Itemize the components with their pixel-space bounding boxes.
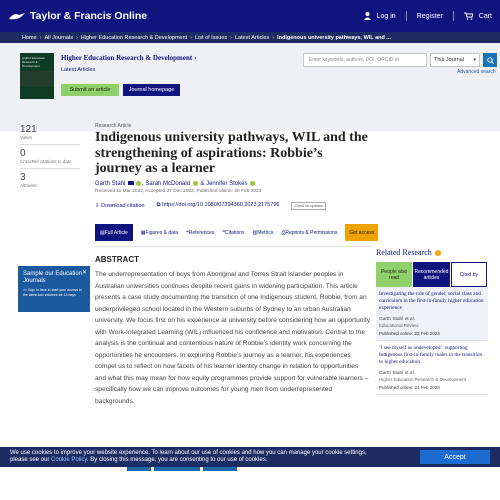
article-dates: Received 11 Mar 2022, Accepted 27 Dec 2022, Published online: 20 Feb 2023 xyxy=(95,188,262,194)
tab-label: Metrics xyxy=(257,229,274,236)
article-links xyxy=(95,202,370,210)
cookie-banner xyxy=(0,447,500,467)
views-metric xyxy=(20,124,80,141)
views-label: Views xyxy=(20,135,32,140)
tab-references[interactable] xyxy=(186,230,214,236)
breadcrumb-journal[interactable]: Higher Education Research & Development xyxy=(80,34,188,41)
cookie-text-pre: please see our xyxy=(10,457,50,463)
tab-full-article[interactable] xyxy=(95,224,133,241)
tab-label: Full Article xyxy=(104,229,128,236)
related-journal: Higher Education Research & Development xyxy=(379,377,467,382)
abstract-text: The underrepresentation of boys from Aboriginal and Torres Strait Islander peoples in Australian universities continues despite recent gains in widening participation. This article presents a case study documenting the transition of one Indigenous student, Robbie, from an underprivileged school located in the Western suburbs of Sydney to an urban Australian university. We focus first on his experience at university before considering how an opportunity with Work-Integrated Learning (WIL) influenced his confidence and motivation. Central to the analysis is the continual and contentious nature of Robbie’s identity work concerning the opportunities he encounters. In exploring Robbie’s journey as a learner, his experiences compel us to reflect on how facets of his learner identity change in relation to opportunities and what this may mean for how equity programmes provide support for vulnerable learners – specifically how we can improve outcomes for young men from underrepresented backgrounds. xyxy=(95,271,371,406)
cart-icon xyxy=(464,12,473,20)
scope-value: This Journal xyxy=(434,57,464,63)
tab-recommended[interactable]: Recommended articles xyxy=(413,262,449,287)
article-type: Research Article xyxy=(95,123,132,129)
journal-header xyxy=(0,43,500,131)
views-count: 121 xyxy=(20,124,37,135)
check-updates-badge[interactable]: Check for updates xyxy=(291,202,325,210)
orcid-icon[interactable] xyxy=(193,181,198,186)
cookie-text-line2 xyxy=(10,457,490,463)
cover-title: Higher Education Research & Development xyxy=(22,56,46,68)
search-button[interactable] xyxy=(483,53,497,67)
external-link-icon: ⧉ xyxy=(156,202,163,209)
tab-label: References xyxy=(188,229,215,236)
related-tabs xyxy=(376,262,488,287)
get-access-button[interactable]: Get access xyxy=(345,224,378,241)
accept-cookies-button[interactable]: Accept xyxy=(420,450,490,464)
journal-subtitle: Latest Articles xyxy=(61,67,96,73)
citations-metric xyxy=(20,148,80,165)
altmetric-label: Altmetric xyxy=(20,183,38,188)
tab-label: Citations xyxy=(225,229,245,236)
related-journal: Educational Review xyxy=(379,323,419,328)
article-title: Indigenous university pathways, WIL and the strengthening of aspirations: Robbie’s journey as a learner xyxy=(95,130,368,176)
divider xyxy=(20,144,80,145)
cart-link[interactable]: Cart xyxy=(478,12,492,20)
sample-body: >> Sign in here to start your access to the latest two volumes for 14 days xyxy=(23,288,82,297)
tab-metrics[interactable] xyxy=(253,230,274,236)
journal-title-link[interactable] xyxy=(61,54,196,62)
journal-homepage-button[interactable]: Journal homepage xyxy=(123,84,180,96)
sample-journals-banner[interactable] xyxy=(18,266,90,312)
journal-cover[interactable] xyxy=(20,53,54,99)
author-link[interactable]: Sarah McDonald xyxy=(145,180,191,187)
article-metrics xyxy=(20,124,80,192)
article-tabs xyxy=(95,224,386,241)
related-author: Garth Stahl et al. xyxy=(379,317,415,322)
email-icon[interactable] xyxy=(128,181,134,185)
tab-label: Reprints & Permissions xyxy=(285,229,338,236)
quote-icon: ❝ xyxy=(186,229,189,236)
submit-article-button[interactable]: Submit an article xyxy=(61,84,119,96)
breadcrumb-issues[interactable]: List of Issues xyxy=(195,34,228,41)
cookie-policy-link[interactable]: Cookie Policy xyxy=(51,457,87,463)
breadcrumb-home[interactable]: Home xyxy=(22,34,37,41)
chevron-right-icon: › xyxy=(230,34,232,41)
orcid-icon[interactable] xyxy=(250,181,255,186)
abstract-heading: ABSTRACT xyxy=(95,255,139,264)
breadcrumb xyxy=(0,32,500,43)
breadcrumb-current: Indigenous university pathways, WIL and ... xyxy=(277,34,391,41)
chevron-right-icon: › xyxy=(190,34,193,41)
related-research xyxy=(376,248,488,395)
breadcrumb-latest[interactable]: Latest Articles xyxy=(234,34,270,41)
tab-cited-by[interactable]: Cited by xyxy=(451,262,487,287)
related-heading-row xyxy=(376,248,488,257)
tab-reprints[interactable] xyxy=(281,230,337,236)
search-input[interactable]: Enter keywords, authors, DOI, ORCID et xyxy=(303,53,427,67)
logo-text: Taylor & Francis Online xyxy=(30,10,148,22)
cookie-text-post: . By closing this message, you are consenting to our use of cookies. xyxy=(86,457,268,463)
tab-figures[interactable] xyxy=(141,230,178,236)
document-icon: ▤ xyxy=(100,229,105,236)
chevron-right-icon: › xyxy=(272,34,275,41)
close-icon[interactable]: ✕ xyxy=(81,270,87,276)
divider xyxy=(20,168,80,169)
altmetric-metric[interactable] xyxy=(20,172,80,189)
register-link[interactable]: Register xyxy=(416,12,443,20)
divider xyxy=(95,246,372,247)
author-link[interactable]: & Jennifer Stokes xyxy=(200,180,248,187)
journal-title: Higher Education Research & Development xyxy=(61,54,193,62)
article-header xyxy=(95,123,370,210)
related-date: Published online: 24 Feb 2020 xyxy=(379,385,440,390)
site-logo[interactable] xyxy=(8,10,147,22)
author-link[interactable]: Garth Stahl xyxy=(95,180,126,187)
breadcrumb-all-journals[interactable]: All Journals xyxy=(44,34,73,41)
doi-text: https://doi.org/10.1080/07294360.2023.2175796 xyxy=(162,202,280,209)
user-icon xyxy=(364,12,371,20)
image-icon: ▦ xyxy=(140,229,146,236)
tab-label: Figures & data xyxy=(145,229,179,236)
cover-stripe xyxy=(20,71,54,87)
author-list: Garth Stahl , Sarah McDonald & Jennifer Stokes xyxy=(95,181,370,187)
orcid-icon[interactable] xyxy=(136,181,141,186)
chevron-right-icon: › xyxy=(39,34,42,41)
abstract-section xyxy=(95,255,370,408)
logo-icon xyxy=(8,11,26,21)
bar-chart-icon: ▥ xyxy=(252,229,258,236)
download-icon: ⇩ xyxy=(95,202,102,209)
citations-label: CrossRef citations to date xyxy=(20,159,72,164)
cookie-text: We use cookies to improve your website experience. To learn about our use of cookies and how you can manage your cookie settings, xyxy=(10,450,367,456)
citation-icon: ❞ xyxy=(222,229,226,236)
altmetric-count: 3 xyxy=(20,172,26,183)
related-title[interactable]: ‘I see myself as undeveloped’: supporting Indigenous first-in-family males in the transition to higher education xyxy=(379,345,483,365)
download-citation-link[interactable] xyxy=(95,203,145,209)
login-link[interactable]: Log in xyxy=(376,12,396,20)
citations-count: 0 xyxy=(20,148,26,159)
related-author: Garth Stahl et al. xyxy=(379,371,415,376)
chevron-down-icon: ▾ xyxy=(473,57,476,63)
search-scope-select[interactable] xyxy=(430,53,480,67)
related-title[interactable]: Investigating the role of gender, social class and curriculum in the first-in-family higher education experience xyxy=(379,291,484,311)
top-bar xyxy=(0,0,500,32)
help-icon[interactable]: ? xyxy=(435,250,441,256)
divider xyxy=(406,11,407,21)
download-label: Download citation xyxy=(101,202,145,209)
chevron-right-icon: › xyxy=(75,34,78,41)
sample-heading: Sample our Education Journals xyxy=(23,271,83,284)
tab-people-also-read[interactable]: People also read xyxy=(376,262,412,287)
search-icon xyxy=(487,57,494,64)
related-item[interactable] xyxy=(376,341,488,395)
doi-link[interactable] xyxy=(157,202,280,209)
related-heading: Related Research xyxy=(376,248,432,257)
divider xyxy=(453,11,454,21)
tab-citations[interactable] xyxy=(222,230,244,236)
related-date: Published online: 23 Feb 2023 xyxy=(379,331,440,336)
advanced-search-link[interactable]: Advanced search xyxy=(457,69,496,75)
print-icon: ⎙ xyxy=(281,229,286,236)
related-item[interactable] xyxy=(376,287,488,341)
chevron-right-icon: › xyxy=(193,54,197,62)
